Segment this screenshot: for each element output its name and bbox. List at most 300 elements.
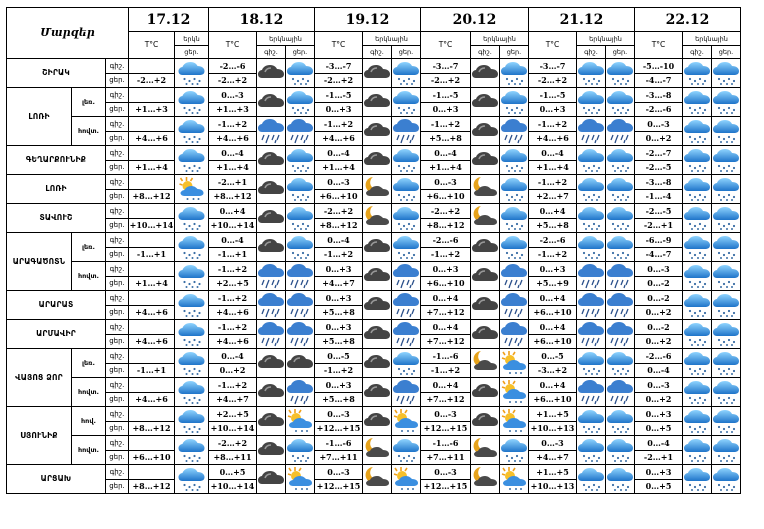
night-temp: +1…+5 (529, 408, 576, 422)
snow-icon (500, 204, 529, 233)
night-temp: 0…+4 (529, 379, 576, 393)
night-temp (129, 60, 174, 74)
snow-icon (392, 88, 421, 117)
snow-icon (683, 146, 712, 175)
moon-icon (363, 204, 392, 233)
subregion-name: լեռ. (72, 233, 106, 262)
snow-icon (606, 436, 635, 465)
region-name: ԱՐՑԱԽ (7, 465, 106, 494)
night-temp: 0…-3 (635, 379, 682, 393)
day-temp: +5…+8 (322, 335, 355, 346)
subregion-name: հով. (72, 407, 106, 436)
snow-icon (175, 59, 209, 88)
night-temp: 0…+4 (529, 205, 576, 219)
temperature-cell (635, 262, 683, 291)
snow-icon (175, 291, 209, 320)
rain-icon (392, 262, 421, 291)
night-temp: 0…+4 (529, 292, 576, 306)
temperature-cell (635, 291, 683, 320)
region-name: ԱՐՄԱՎԻՐ (7, 320, 106, 349)
temperature-cell (421, 262, 471, 291)
snow-icon (683, 117, 712, 146)
day-header: ցեր. (500, 46, 529, 59)
temperature-cell (209, 204, 257, 233)
night-label: գիշ. (106, 89, 128, 103)
snow-icon (712, 146, 741, 175)
night-temp: 0…-4 (209, 350, 256, 364)
rain-icon (257, 262, 286, 291)
snow-icon (500, 146, 529, 175)
cloud-icon (471, 378, 500, 407)
night-header: գիշ. (363, 46, 392, 59)
day-temp: -1…+2 (537, 248, 568, 259)
snow-icon (712, 436, 741, 465)
period-labels (106, 146, 129, 175)
region-name: ԼՈՌԻ (7, 88, 72, 146)
temperature-cell (129, 117, 175, 146)
night-temp (129, 437, 174, 451)
day-temp: +7…+12 (426, 393, 465, 404)
day-temp: 0…+5 (645, 480, 672, 491)
night-temp: -1…+2 (315, 118, 362, 132)
subregion-name: հովտ. (72, 262, 106, 291)
night-temp: -2…+1 (209, 176, 256, 190)
day-label: ցեր. (109, 133, 125, 142)
sky-header: երկնային (471, 32, 529, 46)
temperature-cell (315, 320, 363, 349)
period-labels (106, 320, 129, 349)
day-temp: +8…+12 (319, 219, 358, 230)
cloud-icon (257, 378, 286, 407)
snow-icon (606, 349, 635, 378)
sun-icon (500, 378, 529, 407)
temperature-cell (209, 407, 257, 436)
temp-header: T°C (209, 32, 257, 59)
day-temp: +10…+13 (530, 422, 575, 433)
day-temp: -1…+1 (136, 248, 167, 259)
temperature-cell (315, 233, 363, 262)
day-temp: -4…-7 (645, 74, 672, 85)
temp-header: T°C (315, 32, 363, 59)
table-row (7, 436, 741, 465)
snow-icon (577, 88, 606, 117)
day-temp: +5…+8 (322, 393, 355, 404)
sun-icon (286, 465, 315, 494)
temperature-cell (635, 88, 683, 117)
night-temp: 0…-3 (421, 408, 470, 422)
temperature-cell (529, 378, 577, 407)
cloud-icon (471, 291, 500, 320)
night-temp: 0…-4 (421, 147, 470, 161)
rain-icon (577, 291, 606, 320)
sun-icon (500, 465, 529, 494)
night-temp: -1…+2 (209, 118, 256, 132)
day-header: ցեր. (712, 46, 741, 59)
snow-icon (286, 204, 315, 233)
night-temp: -2…-6 (635, 350, 682, 364)
rain-icon (577, 117, 606, 146)
period-labels (106, 378, 129, 407)
temperature-cell (129, 88, 175, 117)
day-temp: +6…+10 (533, 306, 572, 317)
day-temp: +8…+12 (132, 190, 171, 201)
snow-icon (683, 465, 712, 494)
day-temp: -2…+2 (136, 74, 167, 85)
night-temp (129, 292, 174, 306)
rain-icon (286, 291, 315, 320)
snow-icon (392, 436, 421, 465)
day-temp: 0…-2 (647, 277, 670, 288)
night-temp: 0…-3 (209, 89, 256, 103)
temperature-cell (421, 233, 471, 262)
temperature-cell (129, 436, 175, 465)
day-temp: +7…+11 (426, 451, 465, 462)
day-temp: +10…+13 (530, 480, 575, 491)
region-name: ԱՐԱՐԱՏ (7, 291, 106, 320)
night-temp: 0…-2 (635, 292, 682, 306)
snow-icon (175, 378, 209, 407)
cloud-icon (257, 204, 286, 233)
snow-icon (175, 117, 209, 146)
night-temp: 0…+4 (529, 321, 576, 335)
snow-icon (683, 204, 712, 233)
temperature-cell (421, 59, 471, 88)
temperature-cell (209, 233, 257, 262)
day-temp: -2…+2 (430, 74, 461, 85)
period-labels (106, 436, 129, 465)
sky-header: երկն (175, 32, 209, 46)
table-row (7, 233, 741, 262)
snow-icon (606, 88, 635, 117)
rain-icon (286, 378, 315, 407)
table-row (7, 291, 741, 320)
night-label: գիշ. (106, 321, 128, 335)
rain-icon (286, 320, 315, 349)
night-temp: 0…-4 (529, 147, 576, 161)
snow-icon (683, 59, 712, 88)
night-temp: -1…-5 (529, 89, 576, 103)
day-temp: +5…+9 (536, 277, 569, 288)
day-temp: -2…+2 (323, 74, 354, 85)
snow-icon (175, 320, 209, 349)
snow-icon (683, 88, 712, 117)
day-temp: 0…+2 (645, 393, 672, 404)
temperature-cell (635, 233, 683, 262)
temperature-cell (635, 465, 683, 494)
night-temp: 0…+4 (421, 379, 470, 393)
moon-icon (471, 465, 500, 494)
table-row (7, 59, 741, 88)
night-temp: +2…+5 (209, 408, 256, 422)
temperature-cell (315, 59, 363, 88)
snow-icon (577, 204, 606, 233)
temperature-cell (315, 175, 363, 204)
temperature-cell (209, 146, 257, 175)
sky-header: երկնային (363, 32, 421, 46)
day-header: ցեր. (392, 46, 421, 59)
rain-icon (286, 262, 315, 291)
snow-icon (712, 378, 741, 407)
night-temp: 0…-4 (635, 437, 682, 451)
cloud-icon (363, 146, 392, 175)
day-temp: 0…+3 (539, 103, 566, 114)
snow-icon (712, 291, 741, 320)
snow-icon (577, 233, 606, 262)
day-temp: +5…+8 (429, 132, 462, 143)
day-temp: +12…+15 (423, 422, 468, 433)
day-temp: 0…+3 (432, 103, 459, 114)
night-temp: -3…-8 (635, 89, 682, 103)
period-labels (106, 233, 129, 262)
snow-icon (500, 88, 529, 117)
cloud-icon (363, 233, 392, 262)
snow-icon (577, 465, 606, 494)
cloud-icon (471, 146, 500, 175)
temperature-cell (129, 204, 175, 233)
day-temp: +8…+12 (132, 480, 171, 491)
day-temp: +4…+6 (216, 335, 249, 346)
cloud-icon (363, 378, 392, 407)
temperature-cell (315, 407, 363, 436)
day-temp: +2…+5 (216, 277, 249, 288)
sun-icon (500, 407, 529, 436)
night-temp: -1…+2 (529, 176, 576, 190)
night-temp (129, 176, 174, 190)
rain-icon (257, 291, 286, 320)
cloud-icon (471, 233, 500, 262)
day-temp: +10…+14 (210, 219, 255, 230)
snow-icon (500, 233, 529, 262)
night-temp: 0…-4 (315, 147, 362, 161)
moon-icon (363, 175, 392, 204)
temperature-cell (209, 175, 257, 204)
temperature-cell (209, 59, 257, 88)
day-temp: 0…+2 (645, 335, 672, 346)
cloud-icon (363, 291, 392, 320)
night-label: գիշ. (106, 379, 128, 393)
night-temp (129, 321, 174, 335)
temperature-cell (529, 175, 577, 204)
temperature-cell (315, 465, 363, 494)
day-label: ցեր. (109, 75, 125, 84)
snow-icon (712, 117, 741, 146)
night-temp: 0…+3 (315, 321, 362, 335)
temperature-cell (315, 88, 363, 117)
night-temp: -2…+2 (315, 205, 362, 219)
night-temp: 0…-3 (421, 466, 470, 480)
temperature-cell (421, 291, 471, 320)
region-name: ԱՐԱԳԱԾՈՏՆ (7, 233, 72, 291)
night-temp: 0…+3 (635, 408, 682, 422)
night-header: գիշ. (577, 46, 606, 59)
night-temp: -2…-7 (635, 147, 682, 161)
cloud-icon (257, 407, 286, 436)
temperature-cell (529, 436, 577, 465)
snow-icon (286, 436, 315, 465)
night-temp: -1…+2 (209, 379, 256, 393)
day-temp: +4…+7 (216, 393, 249, 404)
rain-icon (257, 117, 286, 146)
moon-icon (471, 349, 500, 378)
subregion-name: լեռ. (72, 88, 106, 117)
snow-icon (712, 59, 741, 88)
snow-icon (712, 262, 741, 291)
night-temp: -6…-9 (635, 234, 682, 248)
moon-icon (363, 436, 392, 465)
rain-icon (606, 320, 635, 349)
night-temp (129, 234, 174, 248)
snow-icon (175, 407, 209, 436)
night-temp: 0…+4 (421, 292, 470, 306)
night-label: գիշ. (106, 176, 128, 190)
snow-icon (175, 262, 209, 291)
day-temp: 0…-4 (647, 364, 670, 375)
snow-icon (175, 465, 209, 494)
temperature-cell (315, 378, 363, 407)
day-temp: +4…+6 (135, 306, 168, 317)
rain-icon (606, 291, 635, 320)
night-temp (129, 263, 174, 277)
cloud-icon (257, 233, 286, 262)
day-temp: -2…+1 (643, 219, 674, 230)
day-temp: +1…+4 (135, 161, 168, 172)
day-temp: +8…+11 (213, 451, 252, 462)
snow-icon (175, 204, 209, 233)
night-temp: 0…+3 (421, 263, 470, 277)
day-header: ցեր. (606, 46, 635, 59)
temperature-cell (635, 175, 683, 204)
table-row (7, 88, 741, 117)
temperature-cell (209, 349, 257, 378)
temperature-cell (421, 117, 471, 146)
sun-icon (500, 349, 529, 378)
date-header: 19.12 (315, 8, 421, 32)
snow-icon (712, 407, 741, 436)
night-header: գիշ. (471, 46, 500, 59)
table-row (7, 146, 741, 175)
temperature-cell (421, 88, 471, 117)
temperature-cell (129, 320, 175, 349)
night-temp: -1…+2 (209, 263, 256, 277)
night-temp: 0…-3 (529, 437, 576, 451)
cloud-icon (363, 320, 392, 349)
moon-icon (471, 204, 500, 233)
day-label: ցեր. (109, 481, 125, 490)
temperature-cell (635, 436, 683, 465)
cloud-icon (363, 88, 392, 117)
day-temp: +1…+4 (135, 277, 168, 288)
night-temp: 0…+4 (209, 205, 256, 219)
cloud-icon (363, 262, 392, 291)
snow-icon (683, 262, 712, 291)
table-row (7, 378, 741, 407)
day-label: ցեր. (109, 104, 125, 113)
temperature-cell (129, 262, 175, 291)
day-label: ցեր. (109, 423, 125, 432)
night-temp: 0…-3 (315, 408, 362, 422)
day-temp: +1…+4 (216, 161, 249, 172)
day-temp: +5…+8 (322, 306, 355, 317)
temperature-cell (421, 146, 471, 175)
night-label: գիշ. (106, 263, 128, 277)
day-label: ցեր. (109, 307, 125, 316)
night-temp: -1…-5 (421, 89, 470, 103)
rain-icon (500, 320, 529, 349)
day-header: ցեր. (286, 46, 315, 59)
night-temp: -3…-7 (315, 60, 362, 74)
night-temp: -1…-6 (421, 437, 470, 451)
temperature-cell (529, 407, 577, 436)
rain-icon (257, 320, 286, 349)
snow-icon (500, 436, 529, 465)
temperature-cell (129, 349, 175, 378)
date-header: 18.12 (209, 8, 315, 32)
night-temp: -2…-6 (529, 234, 576, 248)
rain-icon (286, 117, 315, 146)
night-label: գիշ. (106, 60, 128, 74)
day-temp: +4…+6 (135, 335, 168, 346)
day-temp: -1…-4 (645, 190, 672, 201)
day-temp: -4…-7 (645, 248, 672, 259)
snow-icon (175, 233, 209, 262)
rain-icon (500, 262, 529, 291)
snow-icon (577, 349, 606, 378)
forecast-table (6, 7, 741, 494)
snow-icon (606, 175, 635, 204)
snow-icon (606, 204, 635, 233)
temperature-cell (529, 465, 577, 494)
cloud-icon (363, 117, 392, 146)
region-name: ՇԻՐԱԿ (7, 59, 106, 88)
temperature-cell (529, 59, 577, 88)
night-temp: -1…+2 (209, 292, 256, 306)
temperature-cell (129, 291, 175, 320)
table-row (7, 465, 741, 494)
day-temp: +5…+8 (536, 219, 569, 230)
cloud-icon (363, 407, 392, 436)
temperature-cell (129, 465, 175, 494)
snow-icon (712, 465, 741, 494)
snow-icon (606, 233, 635, 262)
temperature-cell (635, 378, 683, 407)
day-temp: -1…+2 (323, 248, 354, 259)
snow-icon (712, 88, 741, 117)
snow-icon (683, 349, 712, 378)
night-label: գիշ. (106, 292, 128, 306)
temperature-cell (635, 407, 683, 436)
day-temp: +10…+14 (210, 422, 255, 433)
night-temp: -5…-10 (635, 60, 682, 74)
night-label: գիշ. (106, 147, 128, 161)
period-labels (106, 175, 129, 204)
day-temp: 0…+2 (219, 364, 246, 375)
day-temp: +6…+10 (533, 393, 572, 404)
cloud-icon (257, 59, 286, 88)
night-temp: -1…-5 (315, 89, 362, 103)
temperature-cell (529, 262, 577, 291)
snow-icon (606, 465, 635, 494)
snow-icon (683, 233, 712, 262)
night-temp (129, 379, 174, 393)
table-row (7, 262, 741, 291)
temperature-cell (529, 117, 577, 146)
temperature-cell (315, 204, 363, 233)
cloud-icon (471, 407, 500, 436)
day-label: ցեր. (109, 365, 125, 374)
day-label: ցեր. (109, 278, 125, 287)
night-label: գիշ. (106, 118, 128, 132)
rain-icon (392, 320, 421, 349)
